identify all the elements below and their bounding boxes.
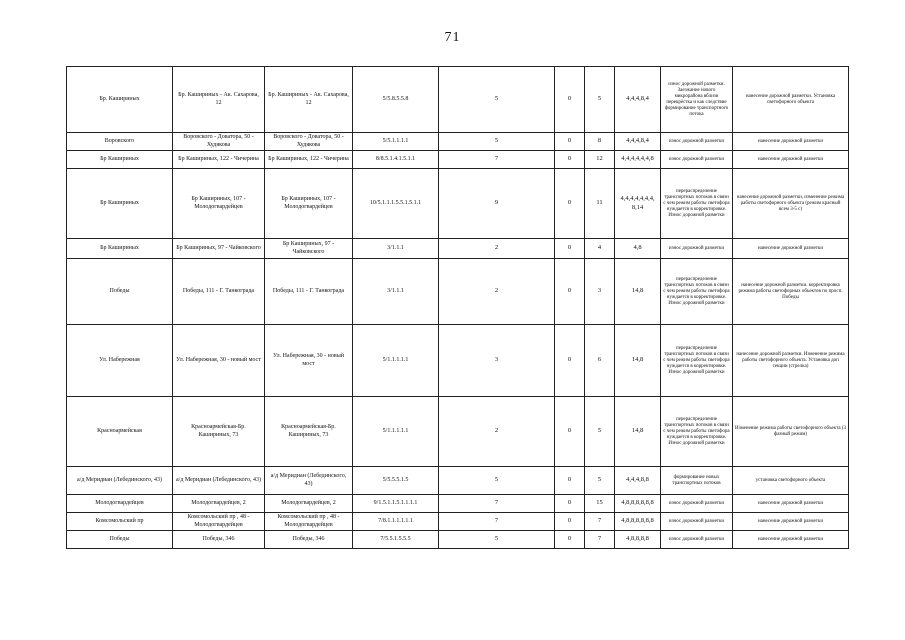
phase-cell: 3/1.1.1: [353, 239, 439, 259]
address-cell: Бр. Кашириных - Ак. Сахарова, 12: [265, 67, 353, 133]
phase-count-cell: 5: [439, 531, 555, 549]
measure-cell: нанесение дорожной разметки: [733, 133, 849, 151]
address-cell: Комсомольский пр , 48 - Молодогвардейцев: [265, 513, 353, 531]
total-cell: 7: [585, 531, 615, 549]
phase-count-cell: 5: [439, 67, 555, 133]
table-row: [67, 151, 849, 169]
total-cell: 3: [585, 259, 615, 325]
address-cell: а/д Меридиан (Лебединского, 43): [265, 467, 353, 495]
phase-count-cell: 7: [439, 151, 555, 169]
address-cell: Победы, 346: [265, 531, 353, 549]
phase-cell: 10/5.1.1.1.5.5.1.5.1.1: [353, 169, 439, 239]
zero-cell: 0: [555, 259, 585, 325]
phase-count-cell: 7: [439, 495, 555, 513]
intersection-cell: Бр Кашириных, 122 - Чичерина: [173, 151, 265, 169]
phase-count-cell: 3: [439, 325, 555, 397]
table-row: [67, 259, 849, 325]
data-table: [66, 66, 849, 549]
zero-cell: 0: [555, 133, 585, 151]
street-cell: Бр Кашириных: [67, 151, 173, 169]
street-cell: Бр Кашириных: [67, 239, 173, 259]
address-cell: Красноармейская-Бр. Кашириных, 73: [265, 397, 353, 467]
total-cell: 5: [585, 467, 615, 495]
total-cell: 8: [585, 133, 615, 151]
phase-cell: 5/5.1.1.1.1: [353, 133, 439, 151]
measure-cell: нанесение дорожной разметки. Установка светофорного объекта: [733, 67, 849, 133]
reason-cell: перераспределение транспортных потоков в связи с чем режим работы светофора нуждается в корректировке. Износ дорожной разметки: [661, 259, 733, 325]
intersection-cell: а/д Меридиан (Лебединского, 43): [173, 467, 265, 495]
phase-count-cell: 7: [439, 513, 555, 531]
address-cell: Бр Кашириных, 97 - Чайковского: [265, 239, 353, 259]
durations-cell: 14,8: [615, 397, 661, 467]
intersection-cell: Комсомольский пр , 48 - Молодогвардейцев: [173, 513, 265, 531]
measure-cell: нанесение дорожной разметки. корректировка режима работы светофорных объектов по просп. Победы: [733, 259, 849, 325]
address-cell: Воровского - Доватора, 50 - Худякова: [265, 133, 353, 151]
table-row: [67, 133, 849, 151]
table-row: [67, 531, 849, 549]
intersection-cell: Победы, 111 - Г. Танкограда: [173, 259, 265, 325]
measure-cell: нанесение дорожной разметки: [733, 151, 849, 169]
measure-cell: нанесение дорожной разметки: [733, 239, 849, 259]
phase-cell: 7/5.5.1.5.5.5: [353, 531, 439, 549]
phase-cell: 5/1.1.1.1.1: [353, 397, 439, 467]
intersection-cell: Ул. Набережная, 30 - новый мост: [173, 325, 265, 397]
page-number: 71: [444, 30, 461, 45]
address-cell: Ул. Набережная, 30 - новый мост: [265, 325, 353, 397]
reason-cell: перераспределение транспортных потоков в связи с чем режим работы светофора нуждается в корректировке. Износ дорожной разметки: [661, 397, 733, 467]
phase-cell: 9/1.5.1.1.5.1.1.1.1: [353, 495, 439, 513]
measure-cell: нанесение дорожной разметки: [733, 513, 849, 531]
intersection-cell: Молодогвардейцев, 2: [173, 495, 265, 513]
reason-cell: формирование новых транспортных потоков: [661, 467, 733, 495]
total-cell: 5: [585, 397, 615, 467]
intersection-cell: Воровского - Доватора, 50 - Худякова: [173, 133, 265, 151]
measure-cell: установка светофорного объекта: [733, 467, 849, 495]
street-cell: Бр. Кашириных: [67, 67, 173, 133]
address-cell: Победы, 111 - Г. Танкограда: [265, 259, 353, 325]
intersection-cell: Бр Кашириных, 107 - Молодогвардейцев: [173, 169, 265, 239]
reason-cell: износ дорожной разметки. Заезжание нового микрорайона вблизи перекрёстка и как следствие формирование транспортного потока: [661, 67, 733, 133]
durations-cell: 14,8: [615, 325, 661, 397]
phase-count-cell: 5: [439, 133, 555, 151]
phase-cell: 5/1.1.1.1.1: [353, 325, 439, 397]
total-cell: 7: [585, 513, 615, 531]
table-row: [67, 169, 849, 239]
total-cell: 12: [585, 151, 615, 169]
zero-cell: 0: [555, 325, 585, 397]
reason-cell: износ дорожной разметки: [661, 239, 733, 259]
durations-cell: 4,4,4,4,4,4,8: [615, 151, 661, 169]
address-cell: Бр Кашириных, 122 - Чичерина: [265, 151, 353, 169]
street-cell: Комсомольский пр: [67, 513, 173, 531]
street-cell: Победы: [67, 531, 173, 549]
intersection-cell: Бр Кашириных, 97 - Чайковского: [173, 239, 265, 259]
table-row: [67, 67, 849, 133]
total-cell: 5: [585, 67, 615, 133]
total-cell: 11: [585, 169, 615, 239]
phase-cell: 3/1.1.1: [353, 259, 439, 325]
phase-count-cell: 5: [439, 467, 555, 495]
address-cell: Бр Кашириных, 107 - Молодогвардейцев: [265, 169, 353, 239]
durations-cell: 4,8,8,8,8,8,8: [615, 513, 661, 531]
durations-cell: 4,8: [615, 239, 661, 259]
phase-cell: 8/8.5.1.4.1.5.1.1: [353, 151, 439, 169]
reason-cell: износ дорожной разметки: [661, 495, 733, 513]
phase-count-cell: 2: [439, 259, 555, 325]
zero-cell: 0: [555, 531, 585, 549]
street-cell: Ул. Набережная: [67, 325, 173, 397]
intersection-cell: Бр. Кашириных - Ак. Сахарова, 12: [173, 67, 265, 133]
zero-cell: 0: [555, 495, 585, 513]
reason-cell: износ дорожной разметки: [661, 513, 733, 531]
durations-cell: 4,4,4,8,8: [615, 467, 661, 495]
total-cell: 4: [585, 239, 615, 259]
street-cell: Бр Кашириных: [67, 169, 173, 239]
reason-cell: перераспределение транспортных потоков в связи с чем режим работы светофора нуждается в корректировке. Износ дорожной разметки: [661, 169, 733, 239]
durations-cell: 4,4,4,8,4: [615, 67, 661, 133]
durations-cell: 4,4,4,4,4,4,4, 8,14: [615, 169, 661, 239]
reason-cell: износ дорожной разметки: [661, 151, 733, 169]
street-cell: Воровского: [67, 133, 173, 151]
reason-cell: износ дорожной разметки: [661, 133, 733, 151]
zero-cell: 0: [555, 467, 585, 495]
table-row: [67, 397, 849, 467]
address-cell: Молодогвардейцев, 2: [265, 495, 353, 513]
intersection-cell: Победы, 346: [173, 531, 265, 549]
measure-cell: нанесение дорожной разметки, изменение режима работы светофорного объекта (режим красный всем 3-5 с): [733, 169, 849, 239]
zero-cell: 0: [555, 239, 585, 259]
zero-cell: 0: [555, 67, 585, 133]
durations-cell: 4,8,8,8,8: [615, 531, 661, 549]
durations-cell: 14,8: [615, 259, 661, 325]
durations-cell: 4,8,8,8,8,8,8: [615, 495, 661, 513]
total-cell: 6: [585, 325, 615, 397]
table-row: [67, 467, 849, 495]
total-cell: 15: [585, 495, 615, 513]
phase-count-cell: 2: [439, 397, 555, 467]
measure-cell: нанесение дорожной разметки. Изменение режима работы светофорного объекта. Установка доп секции (стрелка): [733, 325, 849, 397]
phase-count-cell: 9: [439, 169, 555, 239]
zero-cell: 0: [555, 151, 585, 169]
street-cell: Победы: [67, 259, 173, 325]
table-row: [67, 325, 849, 397]
zero-cell: 0: [555, 513, 585, 531]
street-cell: а/д Меридиан (Лебединского, 43): [67, 467, 173, 495]
measure-cell: нанесение дорожной разметки: [733, 531, 849, 549]
street-cell: Красноармейская: [67, 397, 173, 467]
street-cell: Молодогвардейцев: [67, 495, 173, 513]
durations-cell: 4,4,4,8,4: [615, 133, 661, 151]
measure-cell: Изменение режима работы светофорного объекта (3 фазный режим): [733, 397, 849, 467]
zero-cell: 0: [555, 169, 585, 239]
table-row: [67, 513, 849, 531]
phase-cell: 5/5.5.5.1.5: [353, 467, 439, 495]
reason-cell: износ дорожной разметки: [661, 531, 733, 549]
zero-cell: 0: [555, 397, 585, 467]
phase-cell: 5/5.8.5.5.8: [353, 67, 439, 133]
table-row: [67, 495, 849, 513]
reason-cell: перераспределение транспортных потоков в связи с чем режим работы светофора нуждается в корректировке. Износ дорожной разметки: [661, 325, 733, 397]
phase-count-cell: 2: [439, 239, 555, 259]
phase-cell: 7/8.1.1.1.1.1.1: [353, 513, 439, 531]
measure-cell: нанесение дорожной разметки: [733, 495, 849, 513]
table-row: [67, 239, 849, 259]
intersection-cell: Красноармейская-Бр. Кашириных, 73: [173, 397, 265, 467]
